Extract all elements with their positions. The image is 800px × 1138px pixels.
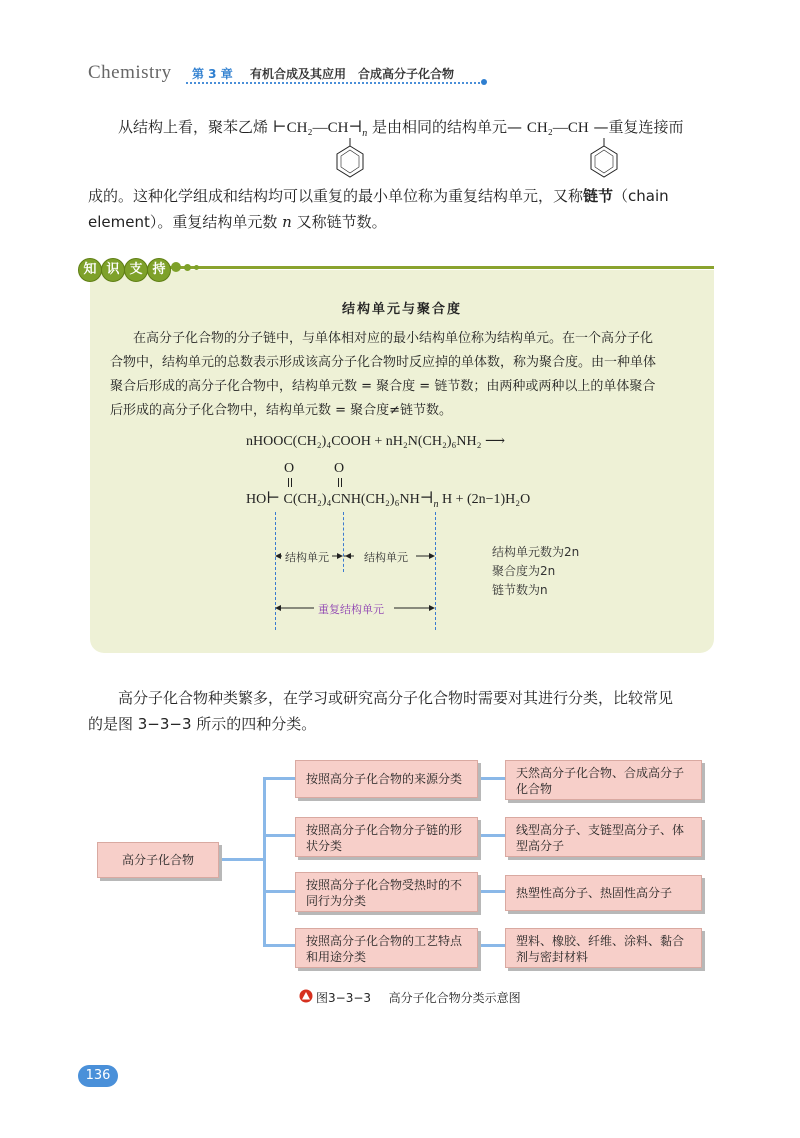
intro-line-3: [88, 208, 387, 236]
para2-line-1: 高分子化合物种类繁多，在学习或研究高分子化合物时需要对其进行分类，比较常见: [118, 689, 674, 707]
double-bond: [338, 478, 342, 487]
intro-line-2: [88, 182, 669, 210]
product-tail: H + (2n−1)H₂O: [441, 492, 531, 507]
chapter-title: 有机合成及其应用 合成高分子化合物: [250, 67, 455, 81]
product-n: n: [433, 498, 439, 510]
knowledge-badge-char: 持: [147, 258, 171, 282]
repeat-unit-formula: CH₂—CH: [526, 120, 589, 136]
connector: [478, 890, 505, 893]
polystyrene-formula-text: CH₂—CH: [286, 120, 349, 136]
structure-unit-label: 结构单元: [285, 551, 329, 564]
connector: [263, 944, 295, 947]
criterion-node: 按照高分子化合物分子链的形状分类: [295, 817, 478, 857]
caption-number: 图3−3−3: [316, 991, 372, 1005]
result-node: 塑料、橡胶、纤维、涂料、黏合剂与密封材料: [505, 928, 702, 968]
connector: [263, 777, 295, 780]
connector: [478, 777, 505, 780]
benzene-ring-icon: [333, 138, 367, 180]
para2-line-2: 的是图 3−3−3 所示的四种分类。: [88, 715, 317, 733]
diagram-root: 高分子化合物: [97, 842, 219, 878]
reaction-product: HO⊢ $C(CH_2)_4CNH(CH_2)_6NH⊣_n$ H + (2n−1)H₂O: [246, 490, 531, 510]
page-number: 136: [78, 1065, 118, 1087]
polymer-n: n: [362, 128, 368, 139]
caption-triangle-icon: [299, 989, 313, 1003]
connector: [263, 834, 295, 837]
knowledge-para-line: 聚合后形成的高分子化合物中，结构单元数 = 聚合度 = 链节数；由两种或两种以上的单体聚合: [110, 379, 656, 394]
carbonyl-oxygen: O: [334, 461, 345, 476]
connector-trunk: [263, 777, 266, 945]
term-chain-element: 链节: [583, 187, 614, 205]
double-bond: [288, 478, 292, 487]
knowledge-badge-char: 知: [78, 258, 102, 282]
connector: [263, 890, 295, 893]
knowledge-badge-char: 支: [124, 258, 148, 282]
result-node: 热塑性高分子、热固性高分子: [505, 875, 702, 911]
knowledge-rule: [160, 266, 714, 269]
connector: [478, 834, 505, 837]
badge-dot: [194, 265, 199, 270]
criterion-node: 按照高分子化合物的工艺特点和用途分类: [295, 928, 478, 968]
intro-line3-text: element）。重复结构单元数: [88, 213, 278, 231]
result-node: 线型高分子、支链型高分子、体型高分子: [505, 817, 702, 857]
note-line: 结构单元数为2n: [492, 545, 580, 559]
figure-caption: [316, 989, 521, 1006]
header-rule: [186, 82, 484, 84]
criterion-node: 按照高分子化合物受热时的不同行为分类: [295, 872, 478, 912]
intro-line2-english: （chain: [613, 187, 669, 205]
benzene-ring-icon: [587, 138, 621, 180]
knowledge-para-line: 在高分子化合物的分子链中，与单体相对应的最小结构单位称为结构单元。在一个高分子化: [133, 331, 654, 346]
intro-line1-mid: 是由相同的结构单元—: [372, 118, 523, 136]
polymer-notes: [492, 543, 579, 600]
product-ho: HO: [246, 492, 267, 507]
badge-dot: [171, 262, 181, 272]
product-repeat-unit: C(CH₂)₄CNH(CH₂)₆NH: [283, 492, 420, 507]
note-line: 链节数为n: [492, 583, 548, 597]
caption-text: 高分子化合物分类示意图: [388, 991, 521, 1005]
repeat-unit-label: 重复结构单元: [318, 603, 384, 616]
reaction-reactants: nHOOC(CH₂)₄COOH + nH₂N(CH₂)₆NH₂ ⟶: [246, 434, 506, 449]
intro-n-symbol: n: [282, 213, 292, 231]
badge-dot: [184, 264, 191, 271]
knowledge-title: 结构单元与聚合度: [341, 302, 462, 317]
chapter-label: 第 3 章: [192, 67, 233, 81]
connector: [478, 944, 505, 947]
carbonyl-oxygen: O: [284, 461, 295, 476]
knowledge-badge-char: 识: [101, 258, 125, 282]
intro-line1-suffix: —重复连接而: [593, 118, 684, 136]
structure-unit-label: 结构单元: [364, 551, 408, 564]
note-line: 聚合度为2n: [492, 564, 556, 578]
book-brand: Chemistry: [88, 62, 172, 83]
connector: [218, 858, 265, 861]
intro-line2-text: 成的。这种化学组成和结构均可以重复的最小单位称为重复结构单元，又称: [88, 187, 584, 205]
knowledge-para-line: 合物中，结构单元的总数表示形成该高分子化合物时反应掉的单体数，称为聚合度。由一种单体: [110, 355, 657, 370]
result-node: 天然高分子化合物、合成高分子化合物: [505, 760, 702, 800]
criterion-node: 按照高分子化合物的来源分类: [295, 760, 478, 798]
knowledge-para-line: 后形成的高分子化合物中，结构单元数 = 聚合度≠链节数。: [110, 403, 453, 418]
intro-line1-prefix: 从结构上看，聚苯乙烯: [118, 118, 269, 136]
header-dot: [481, 79, 487, 85]
intro-line3-tail: 又称链节数。: [296, 213, 387, 231]
polystyrene-formula: $⊢CH_2—CH⊣_n$: [272, 119, 368, 139]
